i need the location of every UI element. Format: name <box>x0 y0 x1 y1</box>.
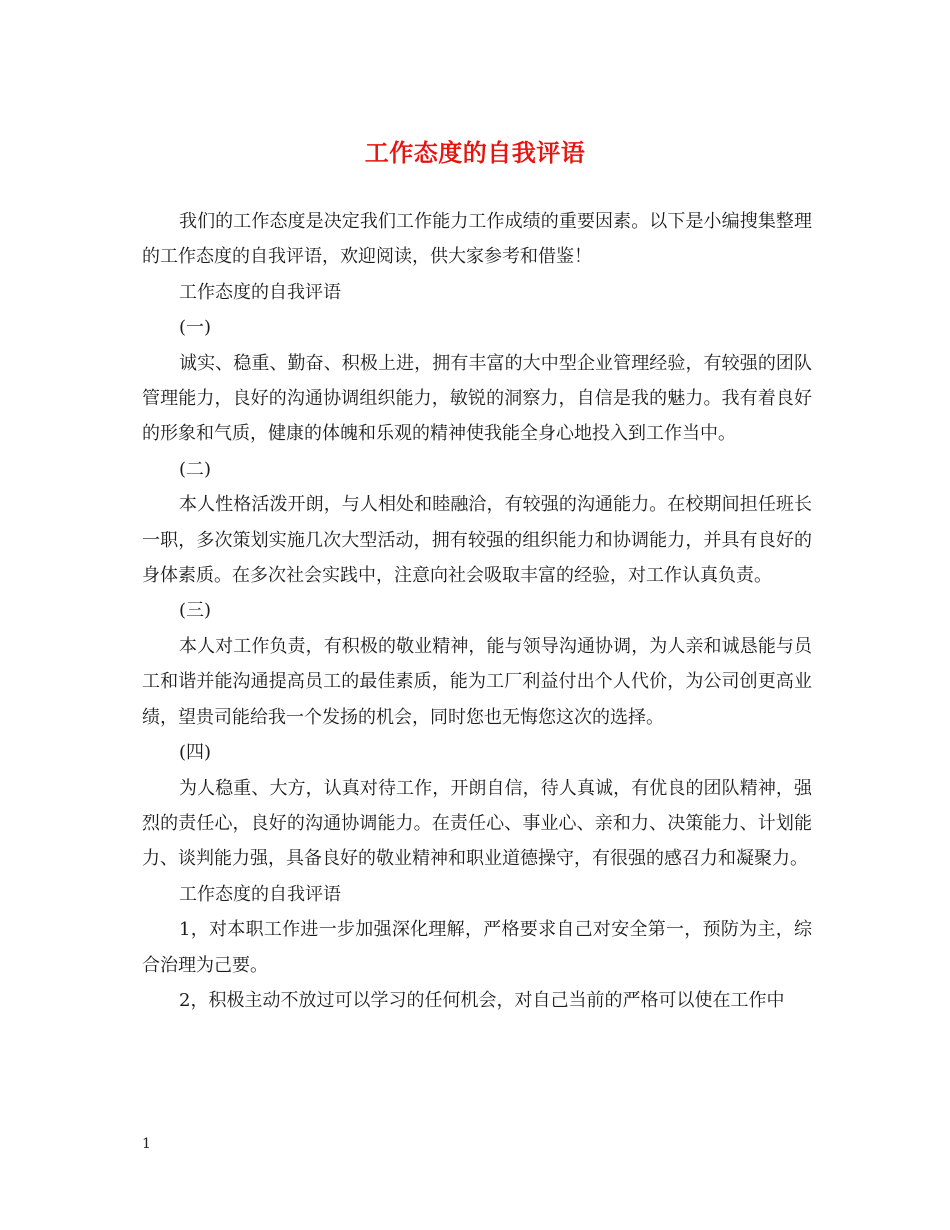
document-title: 工作态度的自我评语 <box>364 138 586 167</box>
item-paragraph-4: 为人稳重、大方，认真对待工作，开朗自信，待人真诚，有优良的团队精神，强烈的责任心，良好的沟通协调能力。在责任心、事业心、亲和力、决策能力、计划能力、谈判能力强，具备良好的敬业精神和职业道德操守，有很强的感召力和凝聚力。 <box>142 777 812 870</box>
item-marker-2: (二) <box>179 458 212 480</box>
numbered-paragraph-1: 1，对本职工作进一步加强深化理解，严格要求自己对安全第一，预防为主，综合治理为己要。 <box>142 919 812 976</box>
numbered-paragraph-2: 2，积极主动不放过可以学习的任何机会，对自己当前的严格可以使在工作中 <box>179 989 785 1011</box>
document-body <box>142 204 812 1018</box>
section-heading: 工作态度的自我评语 <box>179 281 341 303</box>
item-paragraph-1: 诚实、稳重、勤奋、积极上进，拥有丰富的大中型企业管理经验，有较强的团队管理能力，良好的沟通协调组织能力，敏锐的洞察力，自信是我的魅力。我有着良好的形象和气质，健康的体魄和乐观的精神使我能全身心地投入到工作当中。 <box>142 352 812 445</box>
item-marker-4: (四) <box>179 742 212 764</box>
item-paragraph-2: 本人性格活泼开朗，与人相处和睦融洽，有较强的沟通能力。在校期间担任班长一职，多次策划实施几次大型活动，拥有较强的组织能力和协调能力，并具有良好的身体素质。在多次社会实践中，注意向社会吸取丰富的经验，对工作认真负责。 <box>142 494 812 587</box>
page-number: 1 <box>142 1136 151 1152</box>
section-heading-2: 工作态度的自我评语 <box>179 883 341 905</box>
intro-paragraph: 我们的工作态度是决定我们工作能力工作成绩的重要因素。以下是小编搜集整理的工作态度的自我评语，欢迎阅读，供大家参考和借鉴！ <box>142 211 812 268</box>
item-paragraph-3: 本人对工作负责，有积极的敬业精神，能与领导沟通协调，为人亲和诚恳能与员工和谐并能沟通提高员工的最佳素质，能为工厂利益付出个人代价，为公司创更高业绩，望贵司能给我一个发扬的机会，同时您也无悔您这次的选择。 <box>142 635 812 728</box>
item-marker-1: (一) <box>179 317 212 339</box>
item-marker-3: (三) <box>179 600 212 622</box>
